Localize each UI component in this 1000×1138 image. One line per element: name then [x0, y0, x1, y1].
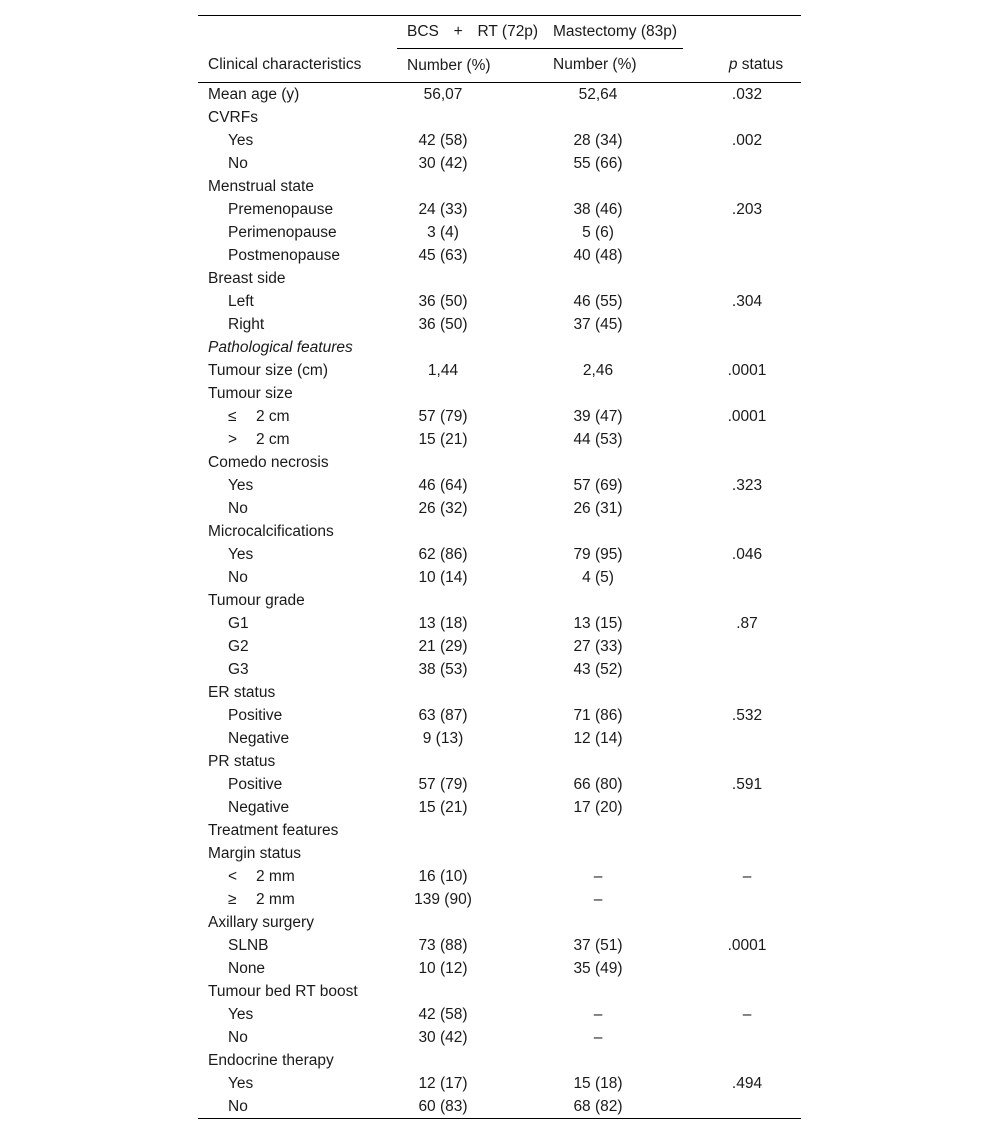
row-label-cell	[198, 152, 397, 175]
p-status-value	[717, 175, 801, 198]
row-label: Menstrual state	[208, 178, 314, 195]
row-label: Postmenopause	[228, 247, 341, 264]
p-status-value	[717, 244, 801, 267]
p-status-value: –	[742, 868, 752, 885]
table-row	[198, 635, 801, 658]
mastectomy-value	[543, 451, 717, 474]
bcs-rt-value	[397, 842, 543, 865]
row-label-cell	[198, 1003, 397, 1026]
mastectomy-value: 37 (45)	[573, 316, 623, 333]
mastectomy-value	[543, 681, 717, 704]
p-status-value	[717, 382, 801, 405]
header-p-status	[717, 49, 801, 83]
row-label-cell	[198, 198, 397, 221]
p-status-value	[717, 911, 801, 934]
table-row	[198, 451, 801, 474]
mastectomy-value	[543, 175, 717, 198]
p-status-value	[717, 428, 801, 451]
mastectomy-value	[543, 520, 717, 543]
row-label: Yes	[228, 1075, 254, 1092]
mastectomy-value: 26 (31)	[573, 500, 623, 517]
p-status-value: .304	[731, 293, 763, 310]
mastectomy-value: 28 (34)	[573, 132, 623, 149]
bcs-rt-value	[397, 106, 543, 129]
header-clinical-characteristics: Clinical characteristics	[198, 49, 397, 83]
row-label-cell	[198, 589, 397, 612]
table-row	[198, 957, 801, 980]
p-status-value	[717, 819, 801, 842]
table-row	[198, 290, 801, 313]
bcs-rt-value	[397, 520, 543, 543]
p-status-value: .002	[731, 132, 763, 149]
row-label: G2	[228, 638, 249, 655]
mastectomy-value	[543, 267, 717, 290]
row-label-cell	[198, 934, 397, 957]
bcs-rt-value: 63 (87)	[418, 707, 468, 724]
row-label-cell	[198, 520, 397, 543]
bcs-rt-value	[397, 451, 543, 474]
row-label: None	[228, 960, 266, 977]
table-row	[198, 129, 801, 152]
bcs-rt-value	[397, 819, 543, 842]
table-row	[198, 543, 801, 566]
p-status-value	[717, 727, 801, 750]
table-body	[198, 83, 801, 1119]
row-label-cell	[198, 911, 397, 934]
row-label: Yes	[228, 546, 254, 563]
row-label: No	[228, 569, 248, 586]
table-row	[198, 474, 801, 497]
table-row	[198, 612, 801, 635]
table-row	[198, 405, 801, 428]
p-status-value	[717, 497, 801, 520]
p-status-value	[717, 750, 801, 773]
mastectomy-value: 39 (47)	[573, 408, 623, 425]
row-label-cell	[198, 1049, 397, 1072]
row-label-cell	[198, 704, 397, 727]
row-label: 2 mm	[256, 868, 295, 885]
bcs-rt-value: 36 (50)	[418, 293, 468, 310]
header-mastectomy-rule	[543, 48, 683, 49]
row-label: No	[228, 1029, 248, 1046]
table-row	[198, 911, 801, 934]
row-label: Yes	[228, 477, 254, 494]
row-label-cell	[198, 727, 397, 750]
row-label: G3	[228, 661, 249, 678]
bcs-rt-value: 45 (63)	[418, 247, 468, 264]
row-label-cell	[198, 359, 397, 382]
table-row	[198, 704, 801, 727]
header-empty-cell-p	[717, 16, 801, 49]
mastectomy-value: 43 (52)	[573, 661, 623, 678]
p-status-value	[717, 842, 801, 865]
bcs-rt-value	[397, 980, 543, 1003]
clinical-characteristics-table	[198, 15, 801, 1119]
row-label: Tumour size (cm)	[208, 362, 328, 379]
row-label: Yes	[228, 1006, 254, 1023]
bcs-rt-value: 10 (14)	[418, 569, 468, 586]
row-label-cell	[198, 819, 397, 842]
row-label-cell	[198, 635, 397, 658]
clinical-table-container	[198, 15, 801, 1119]
row-label-cell	[198, 106, 397, 129]
row-label-cell	[198, 83, 397, 107]
bcs-rt-value: 139 (90)	[414, 891, 472, 908]
row-label-cell	[198, 612, 397, 635]
p-status-value: .87	[736, 615, 758, 632]
row-label-cell	[198, 957, 397, 980]
p-status-value	[717, 152, 801, 175]
row-label: Treatment features	[208, 822, 339, 839]
bcs-rt-value: 57 (79)	[418, 776, 468, 793]
header-bcs-part2: RT (72p)	[477, 23, 539, 40]
p-status-value: .0001	[727, 362, 767, 379]
row-label: 2 cm	[256, 408, 290, 425]
row-label-cell	[198, 428, 397, 451]
table-row	[198, 842, 801, 865]
bcs-rt-value: 12 (17)	[418, 1075, 468, 1092]
bcs-rt-value: 36 (50)	[418, 316, 468, 333]
bcs-rt-value	[397, 382, 543, 405]
mastectomy-value: 66 (80)	[573, 776, 623, 793]
bcs-rt-value	[397, 589, 543, 612]
header-row-columns	[198, 49, 801, 83]
row-label-cell	[198, 842, 397, 865]
row-label: Perimenopause	[228, 224, 337, 241]
bcs-rt-value: 9 (13)	[422, 730, 464, 747]
table-row	[198, 796, 801, 819]
row-label-cell	[198, 980, 397, 1003]
row-label: No	[228, 155, 248, 172]
header-row-groups	[198, 16, 801, 49]
row-label: Mean age (y)	[208, 86, 300, 103]
mastectomy-value	[543, 842, 717, 865]
table-row	[198, 1072, 801, 1095]
mastectomy-value: 68 (82)	[543, 1095, 717, 1119]
table-row	[198, 336, 801, 359]
table-row	[198, 589, 801, 612]
bcs-rt-value: 60 (83)	[397, 1095, 543, 1119]
mastectomy-value: 35 (49)	[573, 960, 623, 977]
mastectomy-value: 46 (55)	[573, 293, 623, 310]
table-row	[198, 819, 801, 842]
bcs-rt-value: 46 (64)	[418, 477, 468, 494]
row-label: Comedo necrosis	[208, 454, 329, 471]
mastectomy-value: 40 (48)	[573, 247, 623, 264]
row-label-cell	[198, 1095, 397, 1119]
mastectomy-value	[543, 1049, 717, 1072]
table-row	[198, 520, 801, 543]
row-label: Margin status	[208, 845, 302, 862]
row-label: PR status	[208, 753, 276, 770]
p-status-value	[717, 313, 801, 336]
mastectomy-value: 2,46	[582, 362, 614, 379]
table-row	[198, 1003, 801, 1026]
row-label: Tumour grade	[208, 592, 305, 609]
p-status-value	[717, 1095, 801, 1119]
mastectomy-value: 4 (5)	[582, 569, 614, 586]
mastectomy-value	[543, 911, 717, 934]
row-label: 2 mm	[256, 891, 295, 908]
p-status-value: .532	[731, 707, 763, 724]
mastectomy-value	[543, 382, 717, 405]
mastectomy-value	[543, 336, 717, 359]
bcs-rt-value: 24 (33)	[418, 201, 468, 218]
bcs-rt-value: 15 (21)	[418, 431, 468, 448]
row-label: Right	[228, 316, 265, 333]
comparison-symbol: ≤	[228, 408, 237, 425]
mastectomy-value: –	[593, 891, 603, 908]
row-label-cell	[198, 543, 397, 566]
header-group-mastectomy	[543, 16, 717, 49]
bcs-rt-value	[397, 336, 543, 359]
bcs-rt-value: 1,44	[427, 362, 459, 379]
p-status-value	[717, 106, 801, 129]
row-label-cell	[198, 175, 397, 198]
bcs-rt-value: 15 (21)	[418, 799, 468, 816]
mastectomy-value: 15 (18)	[573, 1075, 623, 1092]
row-label: CVRFs	[208, 109, 258, 126]
row-label-cell	[198, 1026, 397, 1049]
mastectomy-value: 27 (33)	[573, 638, 623, 655]
row-label: Tumour bed RT boost	[208, 983, 358, 1000]
row-label-cell	[198, 290, 397, 313]
table-row	[198, 428, 801, 451]
mastectomy-value: 12 (14)	[573, 730, 623, 747]
table-row	[198, 566, 801, 589]
row-label-cell	[198, 267, 397, 290]
bcs-rt-value: 26 (32)	[418, 500, 468, 517]
p-status-value	[717, 336, 801, 359]
row-label: Negative	[228, 730, 290, 747]
bcs-rt-value: 42 (58)	[418, 132, 468, 149]
header-bcs-plus: +	[453, 23, 463, 40]
bcs-rt-value: 10 (12)	[418, 960, 468, 977]
p-status-value	[717, 451, 801, 474]
table-row	[198, 198, 801, 221]
row-label-cell	[198, 1072, 397, 1095]
table-row	[198, 497, 801, 520]
table-row	[198, 934, 801, 957]
row-label: Yes	[228, 132, 254, 149]
row-label-cell	[198, 750, 397, 773]
p-status-value	[717, 957, 801, 980]
row-label-cell	[198, 796, 397, 819]
bcs-rt-value: 56,07	[423, 86, 463, 103]
p-status-value: .494	[731, 1075, 763, 1092]
mastectomy-value	[543, 106, 717, 129]
p-status-value: .046	[731, 546, 763, 563]
mastectomy-value	[543, 750, 717, 773]
mastectomy-value: 44 (53)	[573, 431, 623, 448]
table-row	[198, 773, 801, 796]
table-row	[198, 359, 801, 382]
table-row	[198, 1095, 801, 1119]
p-status-value	[717, 566, 801, 589]
row-label: Premenopause	[228, 201, 334, 218]
p-status-value: .323	[731, 477, 763, 494]
p-status-value	[717, 1049, 801, 1072]
row-label: Left	[228, 293, 254, 310]
row-label-cell	[198, 658, 397, 681]
comparison-symbol: >	[228, 431, 238, 448]
p-status-value: .0001	[727, 408, 767, 425]
mastectomy-value: 71 (86)	[573, 707, 623, 724]
row-label-cell	[198, 451, 397, 474]
p-status-value	[717, 888, 801, 911]
table-row	[198, 681, 801, 704]
row-label-cell	[198, 566, 397, 589]
bcs-rt-value: 73 (88)	[418, 937, 468, 954]
bcs-rt-value: 62 (86)	[418, 546, 468, 563]
row-label-cell	[198, 888, 397, 911]
mastectomy-value: –	[593, 1006, 603, 1023]
mastectomy-value: 37 (51)	[573, 937, 623, 954]
row-label-cell	[198, 865, 397, 888]
table-row	[198, 175, 801, 198]
row-label: Breast side	[208, 270, 286, 287]
bcs-rt-value	[397, 681, 543, 704]
table-row	[198, 1049, 801, 1072]
table-row	[198, 221, 801, 244]
mastectomy-value: 52,64	[578, 86, 618, 103]
p-status-value	[717, 267, 801, 290]
mastectomy-value: 55 (66)	[573, 155, 623, 172]
bcs-rt-value	[397, 750, 543, 773]
p-status-value	[717, 221, 801, 244]
p-status-value: –	[742, 1006, 752, 1023]
bcs-rt-value: 21 (29)	[418, 638, 468, 655]
p-status-value	[717, 589, 801, 612]
table-row	[198, 865, 801, 888]
row-label: No	[228, 500, 248, 517]
bcs-rt-value: 38 (53)	[418, 661, 468, 678]
mastectomy-value: 57 (69)	[573, 477, 623, 494]
row-label-cell	[198, 497, 397, 520]
table-row	[198, 106, 801, 129]
table-row	[198, 244, 801, 267]
row-label: Positive	[228, 776, 283, 793]
bcs-rt-value: 30 (42)	[418, 1029, 468, 1046]
header-empty-cell	[198, 16, 397, 49]
table-row	[198, 152, 801, 175]
mastectomy-value: 79 (95)	[573, 546, 623, 563]
p-status-value	[717, 658, 801, 681]
row-label: Microcalcifications	[208, 523, 334, 540]
bcs-rt-value: 13 (18)	[418, 615, 468, 632]
row-label: 2 cm	[256, 431, 290, 448]
row-label: G1	[228, 615, 249, 632]
bcs-rt-value: 30 (42)	[418, 155, 468, 172]
table-row	[198, 980, 801, 1003]
bcs-rt-value	[397, 911, 543, 934]
p-status-value: .591	[731, 776, 763, 793]
row-label: ER status	[208, 684, 276, 701]
table-row	[198, 83, 801, 107]
p-status-value: .032	[731, 86, 763, 103]
p-status-value: .203	[731, 201, 763, 218]
row-label-cell	[198, 313, 397, 336]
header-p-italic: p	[728, 56, 738, 74]
table-row	[198, 750, 801, 773]
comparison-symbol: <	[228, 868, 238, 885]
bcs-rt-value	[397, 1049, 543, 1072]
row-label: Positive	[228, 707, 283, 724]
row-label-cell	[198, 773, 397, 796]
p-status-value	[717, 796, 801, 819]
mastectomy-value: 17 (20)	[573, 799, 623, 816]
row-label-cell	[198, 405, 397, 428]
table-header	[198, 16, 801, 83]
table-row	[198, 267, 801, 290]
bcs-rt-value: 57 (79)	[418, 408, 468, 425]
p-status-value	[717, 520, 801, 543]
table-row	[198, 658, 801, 681]
row-label-cell	[198, 244, 397, 267]
row-label-cell	[198, 336, 397, 359]
row-label: Axillary surgery	[208, 914, 314, 931]
bcs-rt-value: 42 (58)	[418, 1006, 468, 1023]
row-label-cell	[198, 382, 397, 405]
row-label-cell	[198, 681, 397, 704]
table-row	[198, 727, 801, 750]
header-mastectomy-label: Mastectomy (83p)	[553, 23, 678, 41]
mastectomy-value: –	[593, 1029, 603, 1046]
p-status-value: .0001	[727, 937, 767, 954]
bcs-rt-value	[397, 267, 543, 290]
header-bcs-part1: BCS	[407, 23, 439, 40]
row-label: Negative	[228, 799, 290, 816]
row-label-cell	[198, 129, 397, 152]
mastectomy-value	[543, 819, 717, 842]
mastectomy-value	[543, 980, 717, 1003]
header-p-rest: status	[737, 56, 784, 74]
p-status-value	[717, 1026, 801, 1049]
row-label: No	[228, 1098, 248, 1115]
p-status-value	[717, 635, 801, 658]
mastectomy-value: 13 (15)	[573, 615, 623, 632]
table-row	[198, 888, 801, 911]
comparison-symbol: ≥	[228, 891, 237, 908]
row-label: Endocrine therapy	[208, 1052, 334, 1069]
row-label-cell	[198, 221, 397, 244]
p-status-value	[717, 681, 801, 704]
header-bcs-number: Number (%)	[397, 49, 543, 83]
header-mastectomy-number: Number (%)	[543, 49, 717, 83]
bcs-rt-value	[397, 175, 543, 198]
table-row	[198, 313, 801, 336]
bcs-rt-value: 16 (10)	[418, 868, 468, 885]
row-label: Pathological features	[208, 339, 353, 356]
mastectomy-value: –	[593, 868, 603, 885]
mastectomy-value	[543, 589, 717, 612]
bcs-rt-value: 3 (4)	[427, 224, 459, 241]
row-label: Tumour size	[208, 385, 293, 402]
p-status-value	[717, 980, 801, 1003]
mastectomy-value: 38 (46)	[573, 201, 623, 218]
header-group-bcs	[397, 16, 543, 49]
table-row	[198, 1026, 801, 1049]
table-row	[198, 382, 801, 405]
mastectomy-value: 5 (6)	[582, 224, 614, 241]
row-label: SLNB	[228, 937, 269, 954]
row-label-cell	[198, 474, 397, 497]
